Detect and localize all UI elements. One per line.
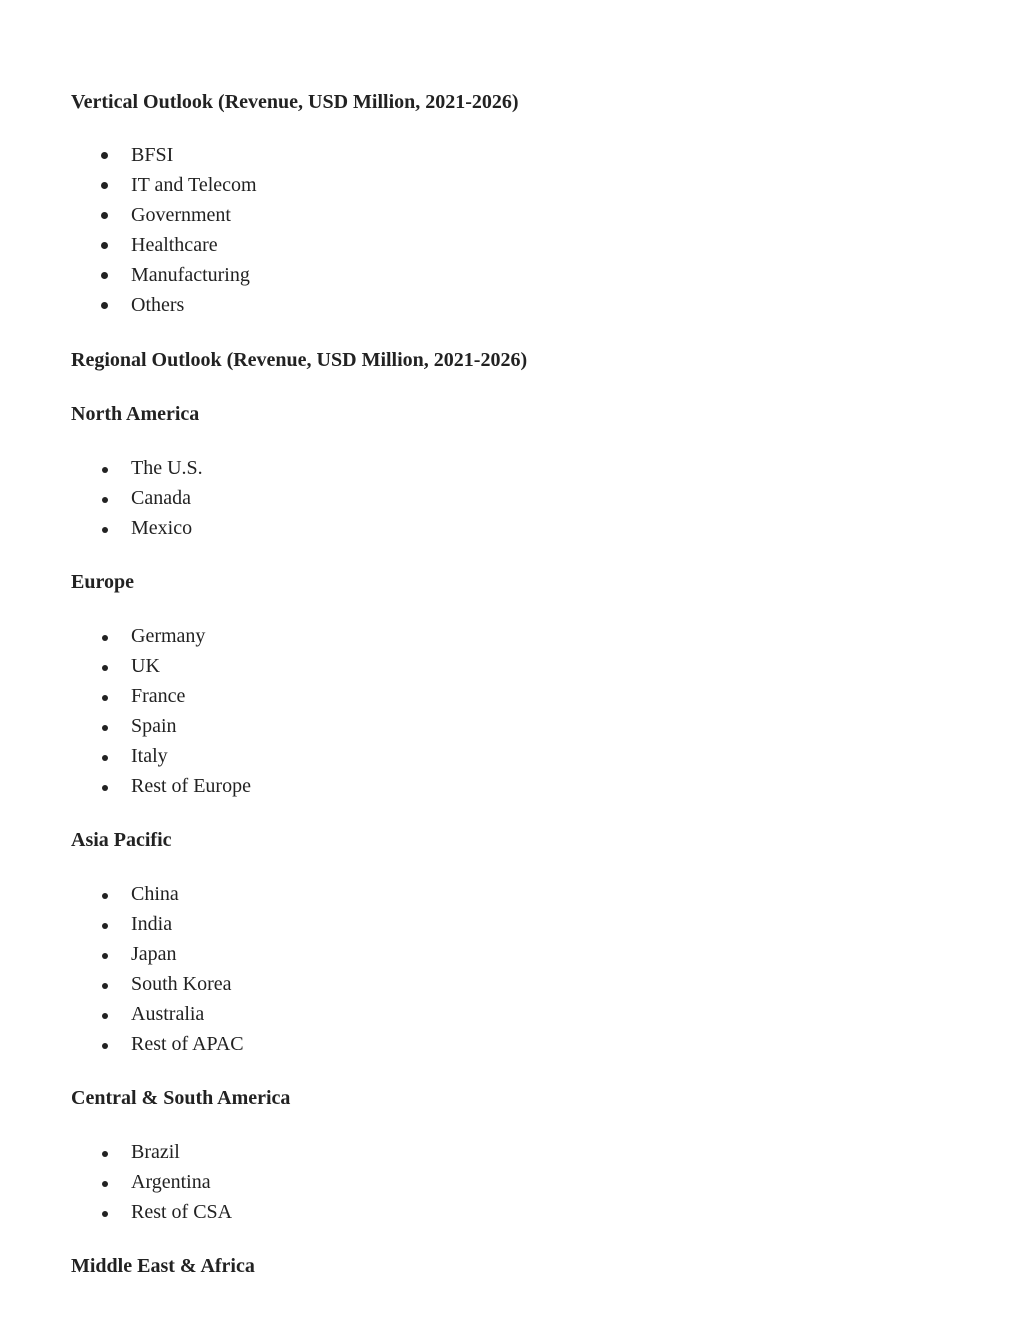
bullet-icon bbox=[101, 182, 108, 189]
list-item-label: Argentina bbox=[131, 1171, 211, 1193]
bullet-icon bbox=[102, 467, 108, 473]
regional-outlook-heading: Regional Outlook (Revenue, USD Million, 2021-2026) bbox=[71, 349, 528, 371]
list-item-label: IT and Telecom bbox=[131, 174, 257, 196]
europe-heading: Europe bbox=[71, 571, 134, 593]
vertical-outlook-heading: Vertical Outlook (Revenue, USD Million, 2021-2026) bbox=[71, 91, 519, 113]
list-item-label: Mexico bbox=[131, 517, 193, 539]
bullet-icon bbox=[101, 152, 108, 159]
bullet-icon bbox=[102, 1181, 108, 1187]
bullet-icon bbox=[102, 665, 108, 671]
list-item-label: Manufacturing bbox=[131, 264, 250, 286]
list-item-label: Rest of APAC bbox=[131, 1033, 244, 1055]
bullet-icon bbox=[102, 893, 108, 899]
bullet-icon bbox=[102, 1211, 108, 1217]
bullet-icon bbox=[101, 272, 108, 279]
list-item-label: Germany bbox=[131, 625, 206, 647]
middle-east-africa-heading: Middle East & Africa bbox=[71, 1255, 255, 1277]
list-item-label: Spain bbox=[131, 715, 177, 737]
bullet-icon bbox=[102, 527, 108, 533]
list-item-label: China bbox=[131, 883, 179, 905]
list-item-label: BFSI bbox=[131, 144, 174, 166]
list-item-label: Canada bbox=[131, 487, 191, 509]
list-item-label: Healthcare bbox=[131, 234, 218, 256]
bullet-icon bbox=[102, 983, 108, 989]
list-item-label: Japan bbox=[131, 943, 177, 965]
north-america-heading: North America bbox=[71, 403, 200, 425]
list-item-label: Australia bbox=[131, 1003, 205, 1025]
list-item-label: Italy bbox=[131, 745, 168, 767]
bullet-icon bbox=[102, 1151, 108, 1157]
bullet-icon bbox=[102, 497, 108, 503]
bullet-icon bbox=[101, 302, 108, 309]
bullet-icon bbox=[101, 242, 108, 249]
bullet-icon bbox=[102, 725, 108, 731]
central-south-america-heading: Central & South America bbox=[71, 1087, 291, 1109]
bullet-icon bbox=[102, 785, 108, 791]
list-item-label: France bbox=[131, 685, 186, 707]
list-item-label: South Korea bbox=[131, 973, 232, 995]
list-item-label: The U.S. bbox=[131, 457, 203, 479]
list-item-label: Rest of Europe bbox=[131, 775, 251, 797]
list-item-label: India bbox=[131, 913, 173, 935]
bullet-icon bbox=[102, 695, 108, 701]
list-item-label: Government bbox=[131, 204, 231, 226]
list-item-label: Rest of CSA bbox=[131, 1201, 233, 1223]
bullet-icon bbox=[102, 953, 108, 959]
bullet-icon bbox=[102, 1043, 108, 1049]
list-item-label: Brazil bbox=[131, 1141, 180, 1163]
asia-pacific-heading: Asia Pacific bbox=[71, 829, 172, 851]
list-item-label: Others bbox=[131, 294, 185, 316]
bullet-icon bbox=[102, 635, 108, 641]
bullet-icon bbox=[102, 923, 108, 929]
bullet-icon bbox=[102, 755, 108, 761]
list-item-label: UK bbox=[131, 655, 160, 677]
bullet-icon bbox=[102, 1013, 108, 1019]
bullet-icon bbox=[101, 212, 108, 219]
